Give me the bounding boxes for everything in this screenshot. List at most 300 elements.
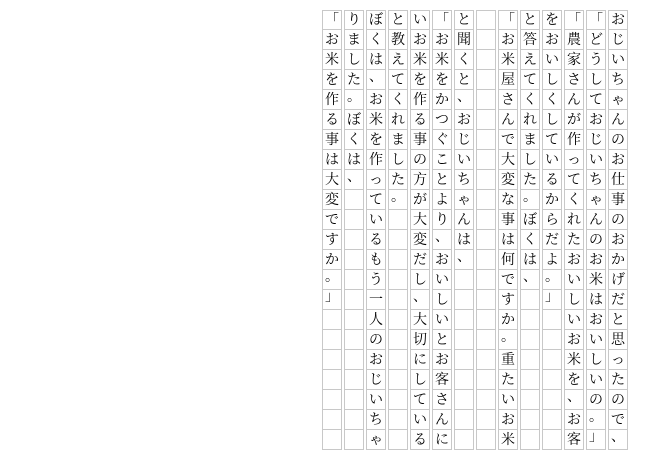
grid-cell: い [432,270,452,290]
grid-cell: で [608,410,628,430]
grid-cell [344,350,364,370]
grid-cell: い [366,210,386,230]
grid-cell: さ [432,390,452,410]
grid-cell: の [586,230,606,250]
grid-cell: お [608,150,628,170]
grid-cell: を [432,70,452,90]
grid-cell [476,370,496,390]
grid-cell: 、 [564,390,584,410]
grid-cell: お [322,30,342,50]
grid-cell: に [432,430,452,450]
grid-cell: が [564,110,584,130]
grid-cell: 」 [322,290,342,310]
grid-cell: 大 [410,210,430,230]
grid-cell [454,410,474,430]
grid-cell [476,250,496,270]
grid-cell: く [388,90,408,110]
grid-cell: ぐ [432,130,452,150]
grid-cell: を [410,70,430,90]
grid-cell: お [608,10,628,30]
grid-cell: だ [410,250,430,270]
grid-cell [322,430,342,450]
grid-cell: れ [388,110,408,130]
grid-cell [344,290,364,310]
grid-cell: 米 [586,270,606,290]
grid-cell: 。 [542,270,562,290]
grid-cell [520,350,540,370]
grid-cell: じ [586,130,606,150]
grid-cell: て [542,130,562,150]
grid-cell [388,370,408,390]
grid-cell: ゃ [366,430,386,450]
grid-cell: た [564,230,584,250]
grid-cell: ん [564,90,584,110]
grid-cell: 作 [410,90,430,110]
grid-cell: ぼ [520,210,540,230]
grid-cell: お [498,30,518,50]
grid-cell: じ [454,130,474,150]
grid-cell [388,250,408,270]
grid-cell [454,290,474,310]
grid-cell: を [322,70,342,90]
grid-cell: 教 [388,30,408,50]
grid-cell [542,410,562,430]
grid-cell: す [322,230,342,250]
grid-cell: い [454,150,474,170]
grid-cell: え [520,50,540,70]
grid-cell: 、 [454,90,474,110]
grid-cell [388,310,408,330]
grid-cell: 米 [498,430,518,450]
grid-cell [476,230,496,250]
grid-cell: 。 [322,270,342,290]
grid-cell: 変 [498,170,518,190]
grid-cell: か [322,250,342,270]
grid-cell [454,310,474,330]
grid-cell: と [432,170,452,190]
grid-cell: い [498,390,518,410]
grid-cell: し [388,150,408,170]
grid-cell: 」 [542,290,562,310]
grid-cell: 方 [410,170,430,190]
grid-cell: 「 [564,10,584,30]
grid-cell: 米 [564,350,584,370]
grid-cell: 仕 [608,170,628,190]
grid-cell: 米 [322,50,342,70]
grid-cell: し [520,150,540,170]
grid-cell: の [586,390,606,410]
grid-cell: じ [608,30,628,50]
grid-cell: い [586,370,606,390]
manuscript-column-5 [520,10,540,450]
grid-cell: な [498,190,518,210]
grid-cell: で [498,270,518,290]
grid-cell [388,290,408,310]
grid-cell: い [410,10,430,30]
grid-cell: の [608,130,628,150]
grid-cell: と [454,70,474,90]
grid-cell [344,190,364,210]
grid-cell: お [366,90,386,110]
grid-cell [542,370,562,390]
grid-cell [344,310,364,330]
grid-cell: げ [608,270,628,290]
grid-cell [322,370,342,390]
grid-cell: る [410,430,430,450]
grid-cell: 事 [498,210,518,230]
grid-cell: る [366,230,386,250]
manuscript-column-7 [476,10,496,450]
grid-cell [476,310,496,330]
grid-cell: 米 [410,50,430,70]
grid-cell: ん [432,410,452,430]
grid-cell: こ [432,150,452,170]
grid-cell: 、 [432,230,452,250]
grid-cell: て [520,70,540,90]
grid-cell: い [564,270,584,290]
grid-cell: 事 [322,130,342,150]
grid-cell: 作 [322,90,342,110]
grid-cell: お [542,30,562,50]
grid-cell: お [564,250,584,270]
grid-cell: ゃ [608,90,628,110]
grid-cell: い [586,330,606,350]
grid-cell: 、 [410,290,430,310]
grid-cell [322,310,342,330]
grid-cell: で [322,210,342,230]
grid-cell: の [366,330,386,350]
grid-cell: だ [608,290,628,310]
grid-cell: と [388,10,408,30]
manuscript-column-14 [322,10,342,450]
grid-cell: し [586,70,606,90]
grid-cell: て [366,190,386,210]
grid-cell: く [520,90,540,110]
grid-cell: も [366,250,386,270]
grid-cell: 事 [410,130,430,150]
grid-cell: に [410,350,430,370]
grid-cell: く [564,190,584,210]
manuscript-column-4 [542,10,562,450]
grid-cell [344,330,364,350]
grid-cell [344,210,364,230]
grid-cell: お [410,30,430,50]
grid-cell: を [542,10,562,30]
grid-cell: 作 [366,150,386,170]
grid-cell: い [410,410,430,430]
manuscript-column-11 [388,10,408,450]
grid-cell: し [542,70,562,90]
grid-cell: 。 [498,330,518,350]
grid-cell [454,270,474,290]
grid-cell: し [410,270,430,290]
grid-cell: 、 [366,70,386,90]
grid-cell: し [586,350,606,370]
grid-cell [344,390,364,410]
grid-cell: 屋 [498,70,518,90]
grid-cell [344,250,364,270]
grid-cell: て [564,170,584,190]
grid-cell: 何 [498,250,518,270]
grid-cell [542,310,562,330]
grid-cell: ま [388,130,408,150]
grid-cell: ゃ [586,190,606,210]
grid-cell [476,170,496,190]
grid-cell: う [586,50,606,70]
grid-cell [542,350,562,370]
grid-cell: っ [366,170,386,190]
grid-cell: 重 [498,350,518,370]
grid-cell: を [366,130,386,150]
grid-cell: ち [608,70,628,90]
grid-cell: 。 [586,410,606,430]
grid-cell [388,350,408,370]
grid-cell: て [586,90,606,110]
grid-cell [344,370,364,390]
grid-cell: 米 [366,110,386,130]
grid-cell [454,390,474,410]
grid-cell [476,150,496,170]
grid-cell: て [388,70,408,90]
grid-cell: の [608,210,628,230]
grid-cell: と [520,10,540,30]
grid-cell: 一 [366,290,386,310]
grid-cell: と [608,310,628,330]
grid-cell: お [454,110,474,130]
grid-cell: 」 [586,430,606,450]
grid-cell [344,230,364,250]
grid-cell: 切 [410,330,430,350]
grid-cell: ん [498,110,518,130]
grid-cell [388,270,408,290]
grid-cell: じ [366,370,386,390]
manuscript-column-2 [586,10,606,450]
grid-cell [476,50,496,70]
grid-cell: は [366,50,386,70]
grid-cell: 、 [608,430,628,450]
grid-cell: お [432,250,452,270]
grid-cell: お [432,350,452,370]
grid-cell: り [344,10,364,30]
grid-cell: ま [520,130,540,150]
grid-cell [344,270,364,290]
grid-cell: お [432,30,452,50]
grid-cell [454,330,474,350]
grid-cell [520,410,540,430]
grid-cell: れ [520,110,540,130]
grid-cell: っ [564,150,584,170]
grid-cell: 答 [520,30,540,50]
grid-cell [520,370,540,390]
grid-cell: た [498,370,518,390]
grid-cell: 家 [564,50,584,70]
grid-cell [476,10,496,30]
grid-cell: 聞 [454,30,474,50]
grid-cell [344,410,364,430]
grid-cell: よ [542,250,562,270]
grid-cell: れ [564,210,584,230]
grid-cell [388,230,408,250]
manuscript-column-9 [432,10,452,450]
grid-cell: ど [586,30,606,50]
grid-cell [476,190,496,210]
grid-cell: 。 [344,90,364,110]
grid-cell [476,210,496,230]
grid-cell: 「 [498,10,518,30]
grid-cell [520,430,540,450]
grid-cell: し [410,370,430,390]
grid-cell: 大 [410,310,430,330]
grid-cell: お [366,350,386,370]
grid-cell: る [542,170,562,190]
grid-cell [542,430,562,450]
grid-cell: い [366,390,386,410]
grid-cell: ら [542,210,562,230]
grid-cell: 米 [432,50,452,70]
grid-cell: 、 [344,170,364,190]
grid-cell [322,350,342,370]
grid-cell: い [608,50,628,70]
grid-cell [476,130,496,150]
grid-cell: ゃ [454,190,474,210]
grid-cell: お [608,230,628,250]
grid-cell: か [542,190,562,210]
grid-cell: は [344,150,364,170]
grid-cell: と [454,10,474,30]
grid-cell: た [388,170,408,190]
manuscript-column-6 [498,10,518,450]
grid-cell: よ [432,190,452,210]
grid-cell: ん [586,210,606,230]
grid-cell: ん [608,110,628,130]
grid-cell: 人 [366,310,386,330]
grid-cell: 変 [410,230,430,250]
grid-cell [476,410,496,430]
grid-cell [476,30,496,50]
grid-cell: く [366,30,386,50]
grid-cell: 「 [432,10,452,30]
grid-cell [322,390,342,410]
grid-cell [388,210,408,230]
grid-cell: ち [586,170,606,190]
grid-cell [388,390,408,410]
grid-cell: し [542,110,562,130]
grid-cell: え [388,50,408,70]
grid-cell: く [520,230,540,250]
manuscript-column-3 [564,10,584,450]
grid-cell: 。 [520,190,540,210]
grid-cell [476,70,496,90]
grid-cell: た [520,170,540,190]
grid-cell [476,110,496,130]
grid-cell: ち [454,170,474,190]
grid-cell: 変 [322,190,342,210]
grid-cell: 客 [564,430,584,450]
grid-cell: い [432,310,452,330]
grid-cell: っ [608,350,628,370]
grid-cell [520,330,540,350]
grid-cell [454,430,474,450]
grid-cell [388,330,408,350]
grid-cell: 事 [608,190,628,210]
grid-cell: く [542,90,562,110]
grid-cell: ち [366,410,386,430]
grid-cell: の [410,150,430,170]
grid-cell: ま [344,30,364,50]
grid-cell [454,370,474,390]
grid-cell: 農 [564,30,584,50]
grid-cell [322,330,342,350]
grid-cell: り [432,210,452,230]
grid-cell [520,290,540,310]
grid-cell: は [322,150,342,170]
grid-cell: は [498,230,518,250]
grid-cell: 思 [608,330,628,350]
grid-cell: お [498,410,518,430]
grid-cell: か [432,90,452,110]
grid-cell: が [410,190,430,210]
grid-cell: お [564,330,584,350]
grid-cell: だ [542,230,562,250]
grid-cell: 「 [322,10,342,30]
grid-cell: ぼ [344,110,364,130]
grid-cell: ぼ [366,10,386,30]
grid-cell: し [344,50,364,70]
grid-cell: す [498,290,518,310]
grid-cell: い [542,50,562,70]
grid-cell: た [608,370,628,390]
grid-cell: お [586,310,606,330]
grid-cell [476,290,496,310]
grid-cell [476,390,496,410]
grid-cell: さ [498,90,518,110]
grid-cell: く [344,130,364,150]
grid-cell: 、 [454,250,474,270]
grid-cell: 「 [586,10,606,30]
grid-cell [454,350,474,370]
grid-cell: し [432,290,452,310]
grid-cell [388,430,408,450]
manuscript-column-8 [454,10,474,450]
manuscript-column-10 [410,10,430,450]
grid-cell: 、 [520,270,540,290]
grid-cell: る [410,110,430,130]
grid-cell: く [454,50,474,70]
grid-cell: か [608,250,628,270]
grid-cell: い [586,150,606,170]
grid-cell [520,310,540,330]
grid-cell [520,390,540,410]
grid-cell: ん [454,210,474,230]
grid-cell [476,90,496,110]
grid-cell: さ [564,70,584,90]
grid-cell [542,330,562,350]
grid-cell: う [366,270,386,290]
grid-cell: 客 [432,370,452,390]
manuscript-column-13 [344,10,364,450]
grid-cell: 作 [564,130,584,150]
manuscript-column-12 [366,10,386,450]
grid-cell: お [586,250,606,270]
grid-cell [476,430,496,450]
grid-cell: は [586,290,606,310]
grid-cell [344,430,364,450]
grid-cell: で [498,130,518,150]
grid-cell [322,410,342,430]
grid-cell: し [564,290,584,310]
manuscript-column-1 [608,10,628,450]
grid-cell: て [410,390,430,410]
